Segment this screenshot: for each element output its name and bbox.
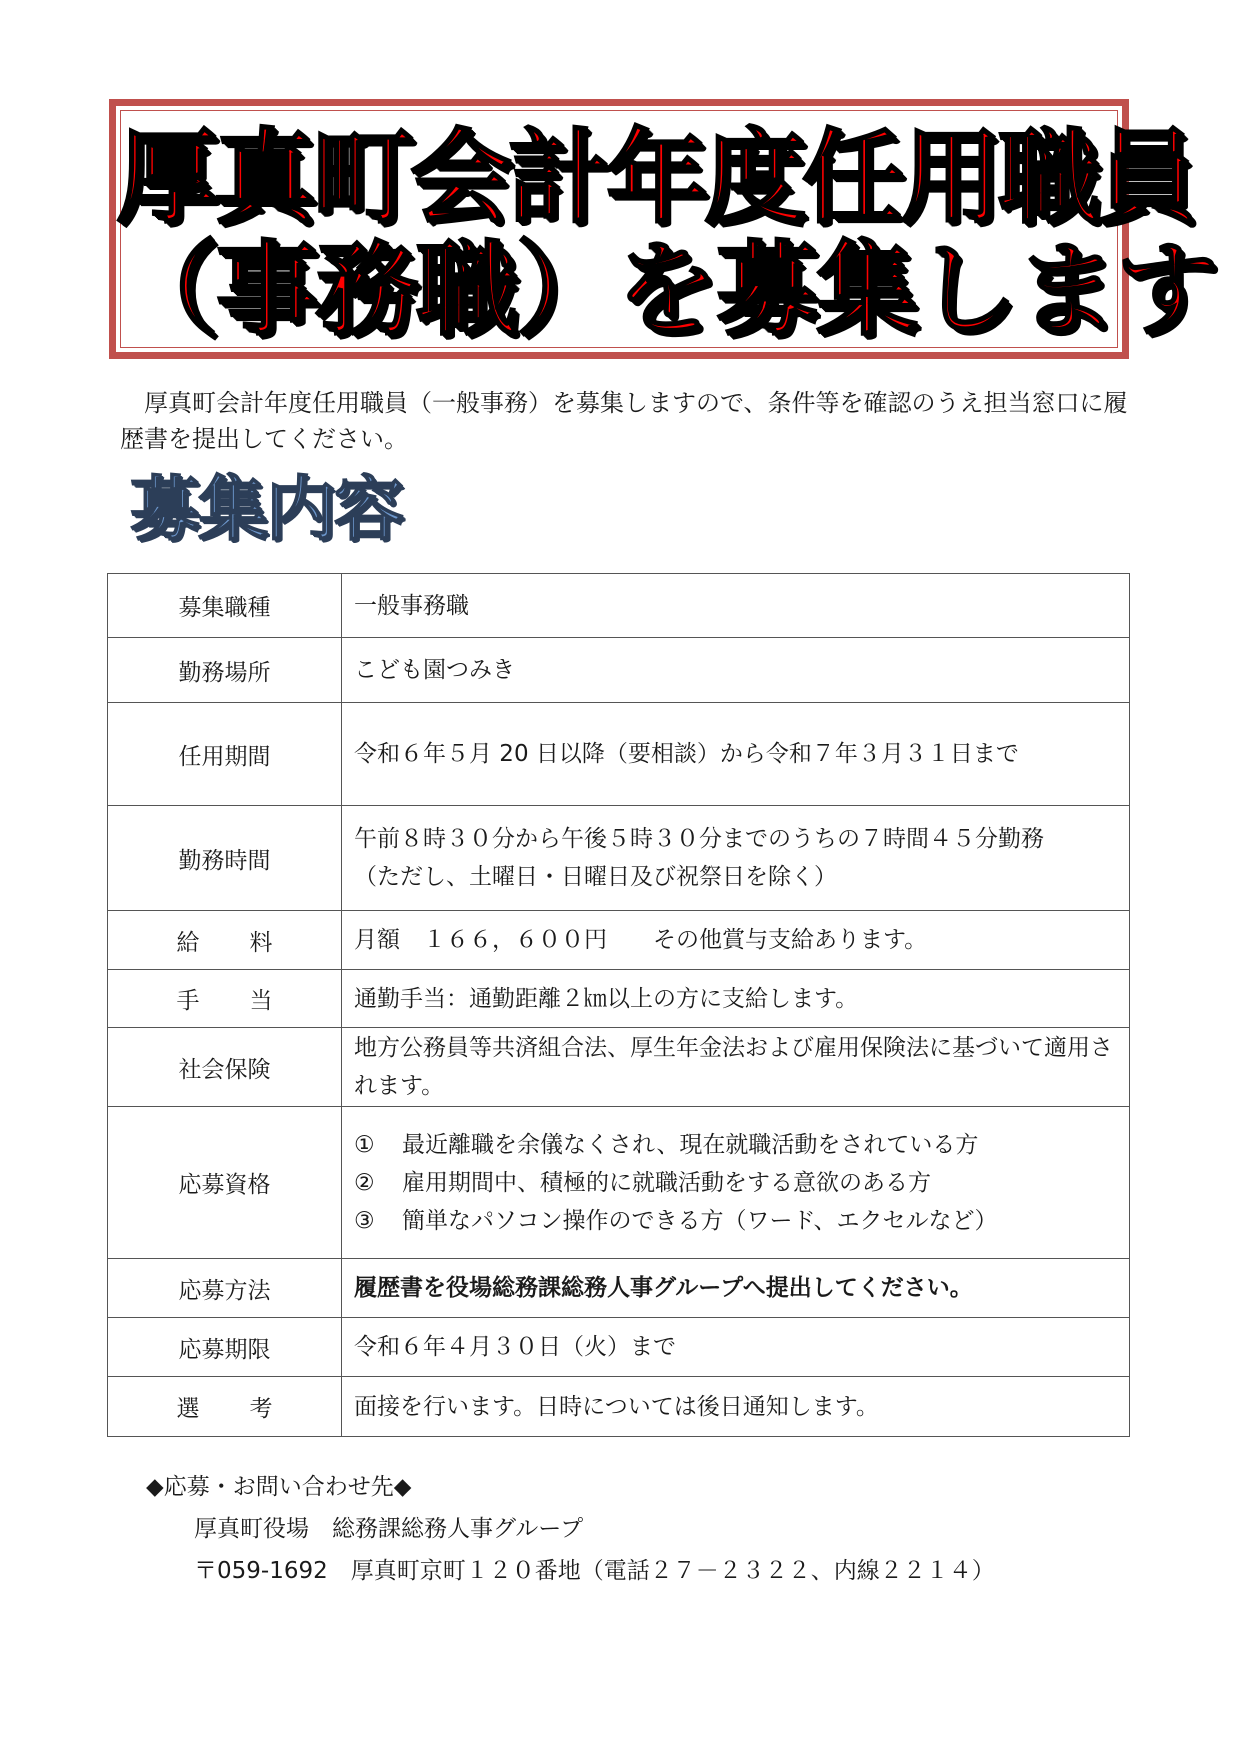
row-value: 地方公務員等共済組合法、厚生年金法および雇用保険法に基づいて適用されます。: [342, 1028, 1130, 1107]
item-number: ②: [354, 1169, 375, 1196]
table-row: [108, 703, 1130, 806]
contact-address: 〒059-1692 厚真町京町１２０番地（電話２７－２３２２、内線２２１４）: [194, 1558, 995, 1584]
row-value: 一般事務職: [342, 574, 1130, 638]
row-label: 募集職種: [108, 574, 342, 638]
table-row: [108, 970, 1130, 1028]
row-value: 月額 １６６，６００円 その他賞与支給あります。: [342, 911, 1130, 970]
row-value: 令和６年４月３０日（火）まで: [342, 1318, 1130, 1377]
work-hours-line-2: （ただし、土曜日・日曜日及び祝祭日を除く）: [354, 864, 837, 890]
item-number: ①: [354, 1131, 375, 1158]
table-row: [108, 1259, 1130, 1318]
contact-heading: ◆応募・お問い合わせ先◆: [146, 1474, 412, 1500]
row-value: こども園つみき: [342, 638, 1130, 703]
row-label: [108, 911, 342, 970]
list-item: [354, 1164, 1128, 1202]
intro-paragraph: 厚真町会計年度任用職員（一般事務）を募集しますので、条件等を確認のうえ担当窓口に履歴書を提出してください。: [120, 389, 1128, 453]
contact-block: [146, 1466, 995, 1592]
contact-office: 厚真町役場 総務課総務人事グループ: [194, 1516, 584, 1542]
list-item: [354, 1126, 1128, 1164]
row-label: 社会保険: [108, 1028, 342, 1107]
row-label: 任用期間: [108, 703, 342, 806]
recruitment-details-table: [107, 573, 1130, 1437]
row-label: [108, 1377, 342, 1437]
table-row: [108, 1107, 1130, 1259]
row-label-text: 選 考: [176, 1396, 273, 1422]
item-text: 最近離職を余儀なくされ、現在就職活動をされている方: [402, 1131, 979, 1158]
table-row: [108, 574, 1130, 638]
row-label-text: 給 料: [176, 929, 273, 956]
row-label: 応募方法: [108, 1259, 342, 1318]
table-row: [108, 806, 1130, 911]
row-value: 履歴書を役場総務課総務人事グループへ提出してください。: [342, 1259, 1130, 1318]
section-heading: 募集内容: [130, 468, 402, 550]
row-value: 通勤手当：通勤距離２㎞以上の方に支給します。: [342, 970, 1130, 1028]
work-hours-line-1: 午前８時３０分から午後５時３０分までのうちの７時間４５分勤務: [354, 826, 1044, 852]
row-value: 令和６年５月 20 日以降（要相談）から令和７年３月３１日まで: [342, 703, 1130, 806]
item-number: ③: [354, 1207, 375, 1234]
banner-title-line-1: 厚真町会計年度任用職員: [116, 119, 1194, 238]
row-label: 勤務場所: [108, 638, 342, 703]
row-value: 面接を行います。日時については後日通知します。: [342, 1377, 1130, 1437]
banner-title-line-2: （事務職）を募集します: [116, 231, 1216, 350]
table-row: [108, 638, 1130, 703]
item-text: 雇用期間中、積極的に就職活動をする意欲のある方: [402, 1169, 931, 1196]
table-row: [108, 1028, 1130, 1107]
title-banner: [109, 99, 1216, 359]
row-label: [108, 970, 342, 1028]
row-label: 勤務時間: [108, 806, 342, 911]
item-text: 簡単なパソコン操作のできる方（ワード、エクセルなど）: [402, 1207, 998, 1234]
table-row: [108, 911, 1130, 970]
row-label-text: 手 当: [176, 988, 273, 1014]
list-item: [354, 1202, 1128, 1240]
table-row: [108, 1377, 1130, 1437]
row-value: [342, 1107, 1130, 1259]
row-label: 応募期限: [108, 1318, 342, 1377]
table-row: [108, 1318, 1130, 1377]
row-value: [342, 806, 1130, 911]
row-label: 応募資格: [108, 1107, 342, 1259]
